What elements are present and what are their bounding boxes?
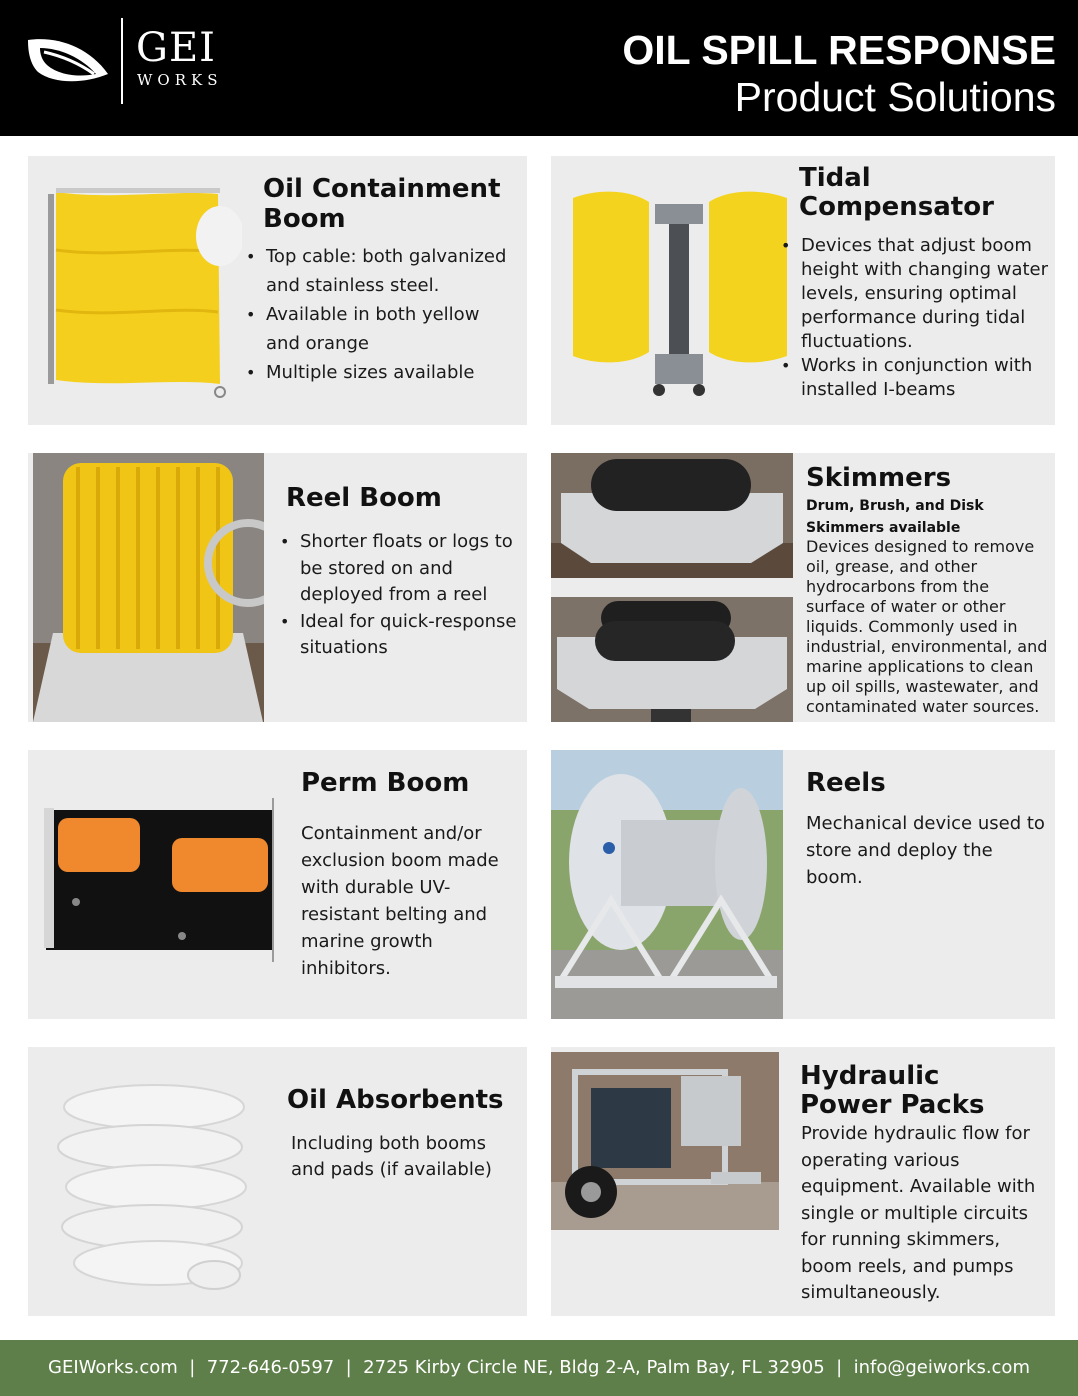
power-pack-image (551, 1052, 779, 1230)
page-title: OIL SPILL RESPONSE (622, 27, 1056, 73)
skimmer-image-top (551, 453, 793, 578)
skimmer-image-bottom (551, 597, 793, 722)
absorbents-description: Including both booms and pads (if available) (291, 1133, 492, 1180)
card-reels (551, 750, 1055, 1019)
card-perm-boom (28, 750, 527, 1019)
list-item: • Multiple sizes available (244, 358, 514, 387)
tidal-compensator-image (569, 184, 794, 406)
containment-boom-image (42, 180, 242, 402)
skimmers-description: Devices designed to remove oil, grease, and other hydrocarbons from the surface of water or other liquids. Commonly used in industrial, environmental, and marine applications to clean up oil spills, wastewater, and contaminated water sources. (806, 537, 1048, 716)
perm-boom-description: Containment and/or exclusion boom made with durable UV-resistant belting and marine growth inhibitors. (301, 823, 499, 979)
title-line-2: Compensator (799, 192, 994, 222)
card-skimmers (551, 453, 1055, 722)
title-hydraulic-power-packs (800, 1062, 1050, 1120)
title-reel-boom: Reel Boom (286, 483, 442, 513)
logo-divider (121, 18, 123, 104)
tidal-compensator-bullets (779, 234, 1051, 402)
title-line-1: Tidal (799, 163, 871, 193)
skimmers-subtitle: Drum, Brush, and Disk Skimmers available (806, 498, 984, 536)
title-line-2: Boom (263, 204, 346, 234)
list-item: • Available in both yellow and orange (244, 300, 514, 358)
reel-boom-image (33, 453, 264, 722)
title-skimmers: Skimmers (806, 463, 952, 493)
title-tidal-compensator (799, 164, 1049, 222)
page-subtitle: Product Solutions (734, 74, 1056, 120)
containment-boom-bullets (244, 242, 514, 387)
title-oil-containment-boom (263, 174, 513, 234)
list-item: • Devices that adjust boom height with changing water levels, ensuring optimal performance during tidal fluctuations. (779, 234, 1051, 354)
title-oil-absorbents: Oil Absorbents (287, 1085, 504, 1115)
reels-description: Mechanical device used to store and deploy the boom. (806, 813, 1045, 888)
title-line-1: Hydraulic (800, 1061, 940, 1091)
reels-image (551, 750, 783, 1019)
card-oil-containment-boom (28, 156, 527, 425)
list-item: • Ideal for quick-response situations (278, 609, 518, 662)
header-bar (0, 0, 1078, 136)
perm-boom-image (36, 798, 276, 962)
title-reels: Reels (806, 768, 886, 798)
card-oil-absorbents (28, 1047, 527, 1316)
reel-boom-bullets (278, 529, 518, 662)
title-perm-boom: Perm Boom (301, 768, 470, 798)
footer-bar (0, 1340, 1078, 1396)
list-item: • Works in conjunction with installed I-beams (779, 354, 1051, 402)
leaf-logo-icon (26, 32, 110, 88)
power-packs-description: Provide hydraulic flow for operating various equipment. Available with single or multiple circuits for running skimmers, boom reels, and pumps simultaneously. (801, 1123, 1036, 1303)
logo-tagline: WORKS (137, 71, 223, 89)
title-line-1: Oil Containment (263, 174, 501, 204)
title-line-2: Power Packs (800, 1090, 985, 1120)
card-reel-boom (28, 453, 527, 722)
card-hydraulic-power-packs (551, 1047, 1055, 1316)
logo-wordmark: GEI (136, 25, 216, 71)
card-tidal-compensator (551, 156, 1055, 425)
list-item: • Top cable: both galvanized and stainless steel. (244, 242, 514, 300)
list-item: • Shorter floats or logs to be stored on and deployed from a reel (278, 529, 518, 609)
absorbents-image (54, 1077, 274, 1293)
footer-contact-info: GEIWorks.com | 772-646-0597 | 2725 Kirby Circle NE, Bldg 2-A, Palm Bay, FL 32905 | info@geiworks.com (48, 1357, 1030, 1378)
